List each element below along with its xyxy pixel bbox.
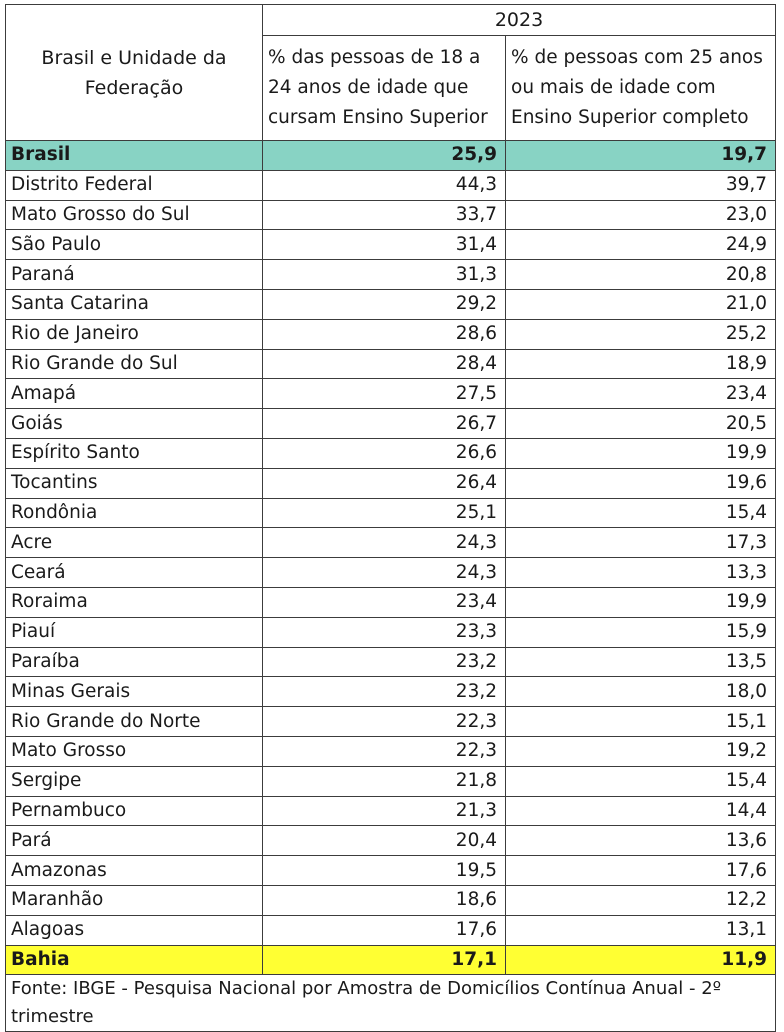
value-completed: 13,5: [506, 647, 776, 677]
row-name: Rio Grande do Norte: [6, 707, 263, 737]
value-enrolled: 28,6: [263, 319, 506, 349]
table-row: [6, 558, 776, 588]
value-enrolled: 26,6: [263, 438, 506, 468]
row-name: Acre: [6, 528, 263, 558]
value-enrolled: 33,7: [263, 200, 506, 230]
row-name: Brasil: [6, 141, 263, 171]
value-enrolled: 31,4: [263, 230, 506, 260]
table-row: [6, 647, 776, 677]
table-row: [6, 915, 776, 945]
table-row: [6, 349, 776, 379]
row-name: Mato Grosso: [6, 736, 263, 766]
table-row: [6, 319, 776, 349]
row-name: Amazonas: [6, 856, 263, 886]
value-completed: 19,2: [506, 736, 776, 766]
table-row: [6, 885, 776, 915]
source-note: Fonte: IBGE - Pesquisa Nacional por Amostra de Domicílios Contínua Anual - 2º trimestre: [6, 975, 776, 1032]
table-row: [6, 468, 776, 498]
value-completed: 23,0: [506, 200, 776, 230]
table-row: [6, 766, 776, 796]
value-completed: 15,1: [506, 707, 776, 737]
value-enrolled: 25,1: [263, 498, 506, 528]
value-completed: 13,6: [506, 826, 776, 856]
value-enrolled: 29,2: [263, 289, 506, 319]
value-completed: 18,9: [506, 349, 776, 379]
value-completed: 21,0: [506, 289, 776, 319]
table-row: [6, 200, 776, 230]
row-name: Alagoas: [6, 915, 263, 945]
row-name: Goiás: [6, 409, 263, 439]
value-completed: 14,4: [506, 796, 776, 826]
value-completed: 20,8: [506, 260, 776, 290]
value-completed: 19,9: [506, 587, 776, 617]
row-name: Pernambuco: [6, 796, 263, 826]
value-completed: 19,7: [506, 141, 776, 171]
value-completed: 19,9: [506, 438, 776, 468]
row-name: Tocantins: [6, 468, 263, 498]
row-name: Paraíba: [6, 647, 263, 677]
row-name: Distrito Federal: [6, 170, 263, 200]
table-row: [6, 289, 776, 319]
row-name: Rio de Janeiro: [6, 319, 263, 349]
value-completed: 39,7: [506, 170, 776, 200]
table-row: [6, 379, 776, 409]
value-completed: 19,6: [506, 468, 776, 498]
table-row: [6, 498, 776, 528]
table-row: [6, 677, 776, 707]
table-row: [6, 170, 776, 200]
row-name: Santa Catarina: [6, 289, 263, 319]
row-name: Roraima: [6, 587, 263, 617]
row-name: Espírito Santo: [6, 438, 263, 468]
value-enrolled: 19,5: [263, 856, 506, 886]
value-completed: 20,5: [506, 409, 776, 439]
value-completed: 13,1: [506, 915, 776, 945]
value-enrolled: 24,3: [263, 528, 506, 558]
value-completed: 18,0: [506, 677, 776, 707]
header-year: 2023: [263, 5, 776, 36]
table-row: [6, 736, 776, 766]
value-enrolled: 31,3: [263, 260, 506, 290]
value-enrolled: 27,5: [263, 379, 506, 409]
value-enrolled: 25,9: [263, 141, 506, 171]
row-name: Ceará: [6, 558, 263, 588]
row-name: São Paulo: [6, 230, 263, 260]
value-completed: 13,3: [506, 558, 776, 588]
table-row: [6, 587, 776, 617]
table-row: [6, 945, 776, 975]
table-row: [6, 617, 776, 647]
value-completed: 15,4: [506, 498, 776, 528]
value-enrolled: 23,4: [263, 587, 506, 617]
table-row: [6, 528, 776, 558]
value-enrolled: 24,3: [263, 558, 506, 588]
value-enrolled: 44,3: [263, 170, 506, 200]
value-enrolled: 17,1: [263, 945, 506, 975]
table-row: [6, 230, 776, 260]
value-enrolled: 23,3: [263, 617, 506, 647]
value-enrolled: 20,4: [263, 826, 506, 856]
value-completed: 17,6: [506, 856, 776, 886]
row-name: Minas Gerais: [6, 677, 263, 707]
header-region: Brasil e Unidade da Federação: [6, 5, 263, 141]
value-enrolled: 28,4: [263, 349, 506, 379]
value-enrolled: 26,7: [263, 409, 506, 439]
value-enrolled: 18,6: [263, 885, 506, 915]
value-completed: 11,9: [506, 945, 776, 975]
value-enrolled: 26,4: [263, 468, 506, 498]
row-name: Rio Grande do Sul: [6, 349, 263, 379]
value-completed: 15,4: [506, 766, 776, 796]
value-completed: 12,2: [506, 885, 776, 915]
value-enrolled: 23,2: [263, 647, 506, 677]
table-row: [6, 438, 776, 468]
table-row: [6, 141, 776, 171]
value-enrolled: 21,8: [263, 766, 506, 796]
value-completed: 17,3: [506, 528, 776, 558]
row-name: Mato Grosso do Sul: [6, 200, 263, 230]
row-name: Maranhão: [6, 885, 263, 915]
row-name: Amapá: [6, 379, 263, 409]
value-completed: 15,9: [506, 617, 776, 647]
row-name: Rondônia: [6, 498, 263, 528]
table-row: [6, 826, 776, 856]
row-name: Pará: [6, 826, 263, 856]
value-completed: 24,9: [506, 230, 776, 260]
header-completed: % de pessoas com 25 anos ou mais de idade com Ensino Superior completo: [506, 36, 776, 141]
row-name: Sergipe: [6, 766, 263, 796]
table-row: [6, 260, 776, 290]
header-enrolled: % das pessoas de 18 a 24 anos de idade que cursam Ensino Superior: [263, 36, 506, 141]
table-row: [6, 796, 776, 826]
row-name: Paraná: [6, 260, 263, 290]
value-completed: 23,4: [506, 379, 776, 409]
value-enrolled: 23,2: [263, 677, 506, 707]
value-completed: 25,2: [506, 319, 776, 349]
table-row: [6, 856, 776, 886]
table-row: [6, 409, 776, 439]
education-table: [5, 4, 776, 1032]
row-name: Piauí: [6, 617, 263, 647]
value-enrolled: 22,3: [263, 707, 506, 737]
value-enrolled: 17,6: [263, 915, 506, 945]
row-name: Bahia: [6, 945, 263, 975]
source-row: [6, 975, 776, 1032]
year-header-row: [6, 5, 776, 36]
value-enrolled: 22,3: [263, 736, 506, 766]
value-enrolled: 21,3: [263, 796, 506, 826]
table-row: [6, 707, 776, 737]
